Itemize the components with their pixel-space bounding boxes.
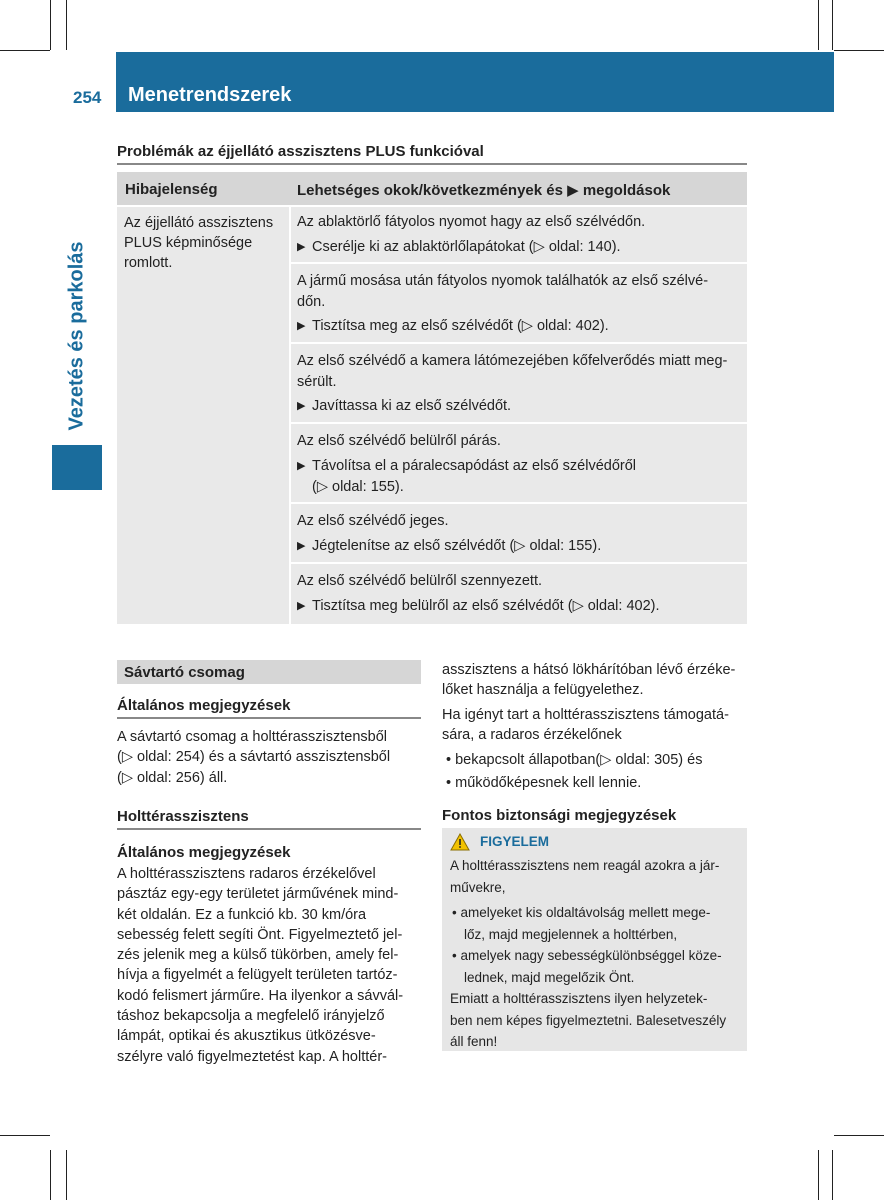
column-header-symptom: Hibajelenség <box>125 181 218 198</box>
subheading-general-notes: Általános megjegyzések <box>117 697 291 714</box>
table-row <box>291 424 747 502</box>
cause-text: A jármű mosása után fátyolos nyomok találhatók az első szélvé- dőn. <box>297 273 709 310</box>
symptom-text: Az éjjellátó asszisztens PLUS képminősége romlott. <box>124 215 274 271</box>
list-item: • működőképesnek kell lennie. <box>446 775 642 791</box>
warning-closing: Emiatt a holttérasszisztens ilyen helyzetek- ben nem képes figyelmeztetni. Balesetveszély áll fenn! <box>450 991 727 1049</box>
action-arrow-icon: ▶ <box>297 600 306 612</box>
crop-mark <box>834 50 884 51</box>
action-arrow-icon: ▶ <box>297 241 306 253</box>
action-arrow-icon: ▶ <box>297 540 306 552</box>
table-row <box>291 207 747 262</box>
warning-triangle-icon <box>450 833 470 851</box>
list-item: • bekapcsolt állapotban(▷ oldal: 305) és <box>446 752 703 768</box>
table-header <box>117 172 747 205</box>
page-number: 254 <box>73 88 102 107</box>
column-header-causes: Lehetséges okok/következmények és ▶ megoldások <box>297 182 671 199</box>
crop-mark <box>818 1150 819 1200</box>
cause-text: Az első szélvédő belülről párás. <box>297 433 501 449</box>
side-tab-label: Vezetés és parkolás <box>65 241 88 431</box>
solution-text: ▶ Jégtelenítse az első szélvédőt (▷ oldal: 155). <box>297 536 743 557</box>
subheading-safety-notes: Fontos biztonsági megjegyzések <box>442 807 677 824</box>
paragraph-requirements: Ha igényt tart a holttérasszisztens támogatá- sára, a radaros érzékelőnek <box>442 707 729 744</box>
crop-mark <box>832 1150 833 1200</box>
subheading-general-notes: Általános megjegyzések <box>117 844 291 861</box>
symptom-cell <box>117 207 289 624</box>
page-title: Menetrendszerek <box>128 84 292 106</box>
crop-mark <box>50 1150 51 1200</box>
crop-mark <box>66 1150 67 1200</box>
table-row <box>291 564 747 624</box>
crop-mark <box>0 1135 50 1136</box>
table-row <box>291 344 747 422</box>
section-divider <box>117 163 747 165</box>
section-divider <box>117 717 421 719</box>
crop-mark <box>832 0 833 50</box>
section-divider <box>117 828 421 830</box>
action-arrow-icon: ▶ <box>297 460 306 472</box>
warning-list-item: • amelyek nagy sebességkülönbséggel köze- lednek, majd megelőzik Önt. <box>452 948 722 985</box>
section-heading-lane-package: Sávtartó csomag <box>117 660 421 684</box>
paragraph-blind-spot: A holttérasszisztens radaros érzékelővel pásztáz egy-egy területet járművének mind- két oldalán. Ez a funkció kb. 30 km/óra sebesség felett segíti Önt. Figyelmeztető jel- zés jelenik meg a külső tükörben, amely fel- hívja a figyelmét a felügyelt területen tartóz- kodó felismert járműre. Ha ilyenkor a sávvál- táshoz bekapcsolja a megfelelő irányjelző lámpát, optikai és akusztikus ütközésve- szélyre való figyelmeztetést kap. A holttér- <box>117 866 404 1065</box>
solution-text: ▶ Tisztítsa meg belülről az első szélvédőt (▷ oldal: 402). <box>297 596 743 617</box>
warning-list-item: • amelyeket kis oldaltávolság mellett mege- lőz, majd megjelennek a holttérben, <box>452 905 711 942</box>
table-row <box>291 504 747 562</box>
crop-mark <box>50 0 51 50</box>
cause-text: Az első szélvédő jeges. <box>297 513 449 529</box>
paragraph-lane-package: A sávtartó csomag a holttérasszisztensből (▷ oldal: 254) és a sávtartó asszisztensből (▷ oldal: 256) áll. <box>117 729 391 786</box>
cause-text: Az ablaktörlő fátyolos nyomot hagy az első szélvédőn. <box>297 214 646 230</box>
crop-mark <box>66 0 67 50</box>
warning-intro: A holttérasszisztens nem reagál azokra a jár- művekre, <box>450 858 720 895</box>
crop-mark <box>0 50 50 51</box>
subheading-blind-spot: Holttérasszisztens <box>117 808 249 825</box>
cause-text: Az első szélvédő belülről szennyezett. <box>297 573 543 589</box>
table-row <box>291 264 747 342</box>
solution-text: ▶ Távolítsa el a páralecsapódást az első szélvédőről (▷ oldal: 155). <box>297 458 637 495</box>
crop-mark <box>818 0 819 50</box>
action-arrow-icon: ▶ <box>297 400 306 412</box>
side-tab-marker <box>52 445 102 490</box>
solution-text: ▶ Tisztítsa meg az első szélvédőt (▷ oldal: 402). <box>297 316 743 337</box>
solution-text: ▶ Javíttassa ki az első szélvédőt. <box>297 396 743 417</box>
crop-mark <box>834 1135 884 1136</box>
table-section-title: Problémák az éjjellátó asszisztens PLUS funkcióval <box>117 143 484 160</box>
action-arrow-icon: ▶ <box>297 320 306 332</box>
paragraph-continued: asszisztens a hátsó lökhárítóban lévő érzéke- lőket használja a felügyelethez. <box>442 662 736 699</box>
cause-text: Az első szélvédő a kamera látómezejében kőfelverődés miatt meg- sérült. <box>297 353 728 390</box>
solution-text: ▶ Cserélje ki az ablaktörlőlapátokat (▷ oldal: 140). <box>297 237 743 258</box>
warning-label: FIGYELEM <box>480 834 550 849</box>
